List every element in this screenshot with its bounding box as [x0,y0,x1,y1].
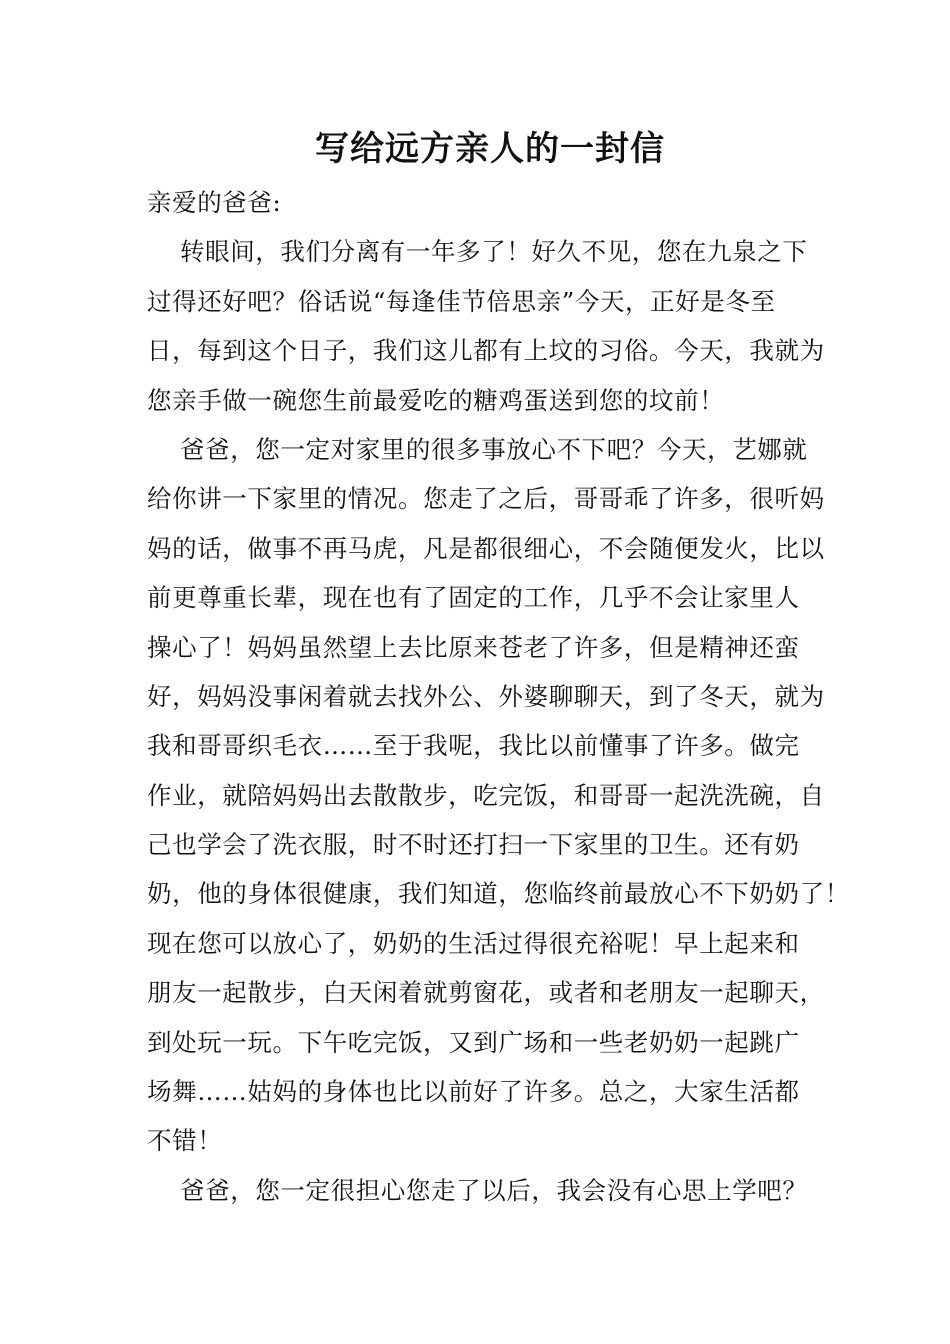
text-line: 转眼间，我们分离有一年多了！好久不见，您在九泉之下 [180,237,808,267]
salutation: 亲爱的爸爸: [147,188,282,217]
text-line: 作业，就陪妈妈出去散散步，吃完饭，和哥哥一起洗洗碗，自 [147,780,825,810]
text-line: 过得还好吧？俗话说“每逢佳节倍思亲”今天，正好是冬至 [147,286,776,316]
text-line: 好，妈妈没事闲着就去找外公、外婆聊聊天，到了冬天，就为 [147,681,825,711]
text-line: 爸爸，您一定很担心您走了以后，我会没有心思上学吧？ [180,1175,808,1205]
text-line: 您亲手做一碗您生前最爱吃的糖鸡蛋送到您的坟前！ [147,385,725,415]
text-line: 我和哥哥织毛衣……至于我呢，我比以前懂事了许多。做完 [147,731,800,761]
text-line: 场舞……姑妈的身体也比以前好了许多。总之，大家生活都 [147,1077,800,1107]
text-line: 妈的话，做事不再马虎，凡是都很细心，不会随便发火，比以 [147,533,825,563]
text-line: 朋友一起散步，白天闲着就剪窗花，或者和老朋友一起聊天， [147,978,825,1008]
text-line: 奶，他的身体很健康，我们知道，您临终前最放心不下奶奶了！ [147,879,850,909]
text-line: 前更尊重长辈，现在也有了固定的工作，几乎不会让家里人 [147,583,800,613]
document-title: 写给远方亲人的一封信 [315,129,665,169]
text-line: 到处玩一玩。下午吃完饭，又到广场和一些老奶奶一起跳广 [147,1027,800,1057]
text-line: 爸爸，您一定对家里的很多事放心不下吧？今天，艺娜就 [180,434,808,464]
text-line: 不错！ [147,1126,223,1156]
text-line: 日，每到这个日子，我们这儿都有上坟的习俗。今天，我就为 [147,336,825,366]
letter-body [147,178,850,1215]
text-line: 现在您可以放心了，奶奶的生活过得很充裕呢！早上起来和 [147,928,800,958]
text-line: 操心了！妈妈虽然望上去比原来苍老了许多，但是精神还蛮 [147,632,800,662]
text-line: 己也学会了洗衣服，时不时还打扫一下家里的卫生。还有奶 [147,830,800,860]
text-line: 给你讲一下家里的情况。您走了之后，哥哥乖了许多，很听妈 [147,484,825,514]
